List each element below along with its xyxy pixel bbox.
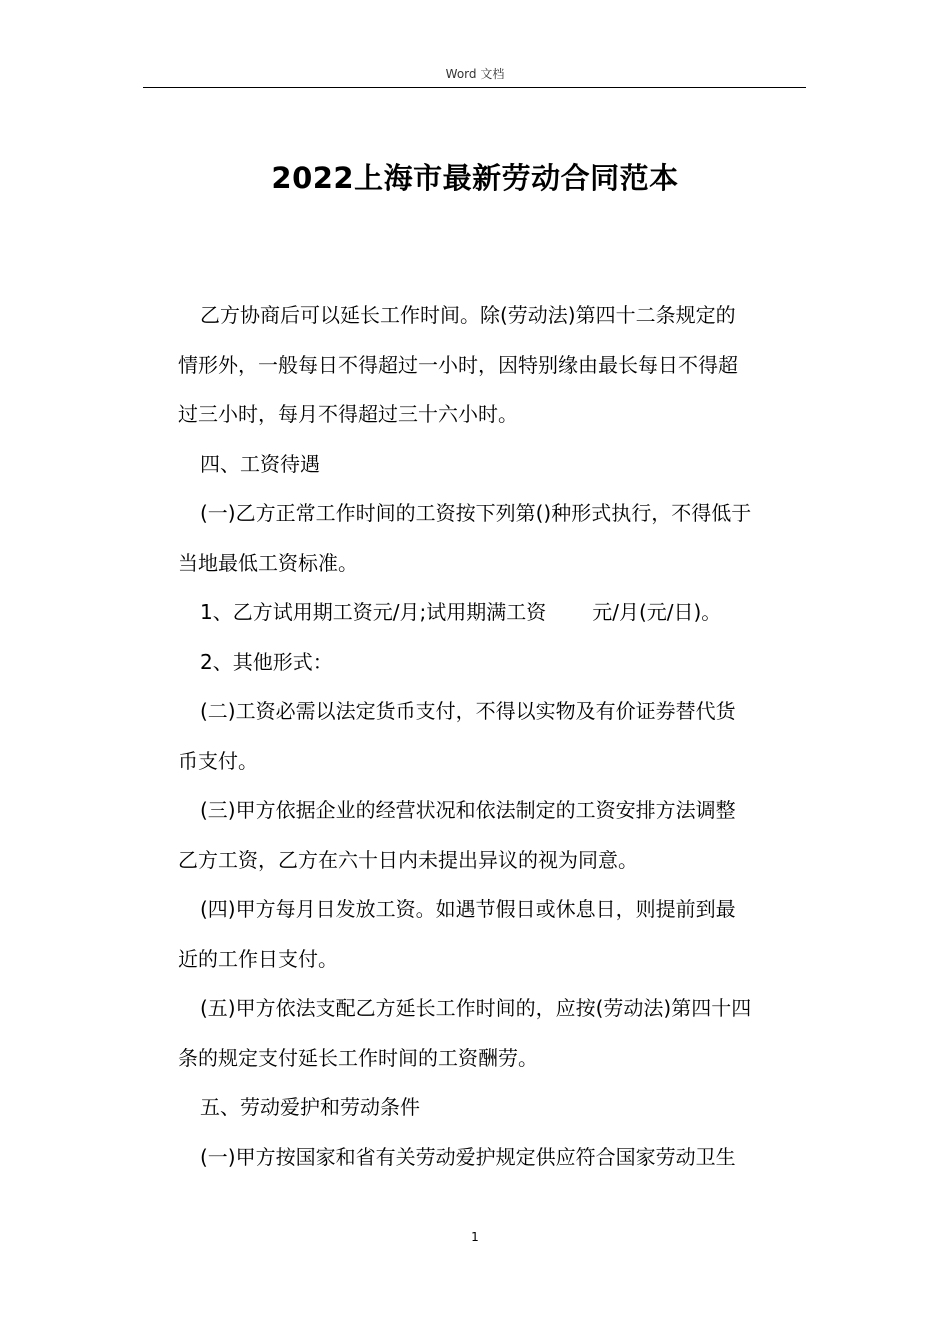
paragraph (178, 786, 808, 885)
paragraph-line: 当地最低工资标准。 (178, 550, 358, 575)
paragraph (178, 489, 808, 588)
page-number: 1 (471, 1230, 479, 1244)
paragraph-line: (一)甲方按国家和省有关劳动爱护规定供应符合国家劳动卫生 (200, 1144, 736, 1169)
paragraph (178, 291, 808, 440)
paragraph-line: (四)甲方每月日发放工资。如遇节假日或休息日，则提前到最 (200, 897, 736, 921)
paragraph-line: 过三小时，每月不得超过三十六小时。 (178, 402, 518, 426)
paragraph-text-part: 1、乙方试用期工资元/月;试用期满工资 (200, 600, 547, 624)
paragraph-line: 五、劳动爱护和劳动条件 (200, 1095, 420, 1119)
paragraph-line: 近的工作日支付。 (178, 946, 338, 971)
paragraph (178, 588, 808, 638)
paragraph-line: (五)甲方依法支配乙方延长工作时间的，应按(劳动法)第四十四 (200, 996, 752, 1020)
document-body (178, 291, 808, 1182)
paragraph (178, 885, 808, 984)
paragraph (178, 1133, 808, 1183)
paragraph-line: 币支付。 (178, 748, 258, 773)
paragraph (178, 638, 808, 688)
paragraph-line: (一)乙方正常工作时间的工资按下列第()种形式执行，不得低于 (200, 501, 752, 525)
paragraph-line: (二)工资必需以法定货币支付，不得以实物及有价证券替代货 (200, 699, 736, 723)
paragraph-text-part: 元/月(元/日)。 (592, 600, 722, 624)
paragraph-line: (三)甲方依据企业的经营状况和依法制定的工资安排方法调整 (200, 798, 736, 822)
paragraph-line: 四、工资待遇 (200, 451, 320, 476)
paragraph-line: 乙方工资，乙方在六十日内未提出异议的视为同意。 (178, 847, 638, 872)
document-title: 2022上海市最新劳动合同范本 (271, 161, 679, 195)
paragraph (178, 687, 808, 786)
paragraph-line: 条的规定支付延长工作时间的工资酬劳。 (178, 1045, 538, 1070)
paragraph-line (178, 588, 808, 638)
paragraph-line: 乙方协商后可以延长工作时间。除(劳动法)第四十二条规定的 (200, 303, 736, 327)
section-heading (178, 440, 808, 490)
page-header-text: Word 文档 (445, 67, 505, 81)
paragraph-line: 情形外，一般每日不得超过一小时，因特别缘由最长每日不得超 (178, 352, 738, 377)
paragraph-line: 2、其他形式： (200, 649, 333, 674)
header-divider (143, 87, 806, 88)
section-heading (178, 1083, 808, 1133)
paragraph (178, 984, 808, 1083)
